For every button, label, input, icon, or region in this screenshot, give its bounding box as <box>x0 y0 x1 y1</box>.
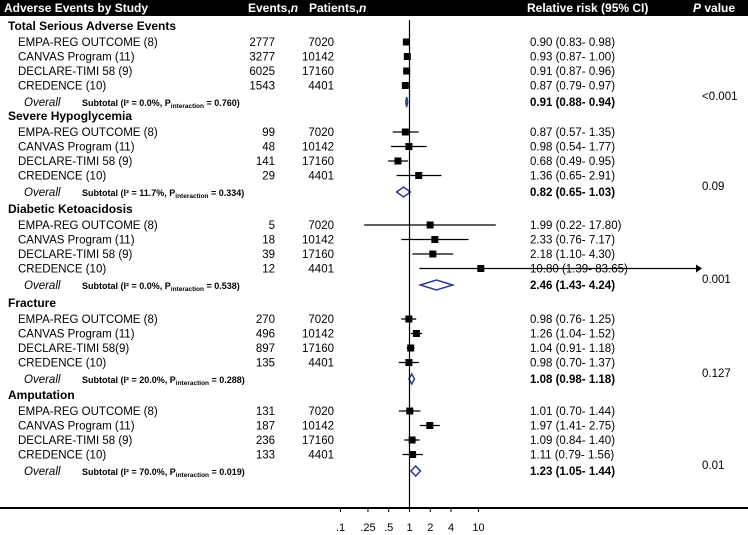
study-name: CANVAS Program (11) <box>18 328 135 341</box>
header-patients: Patients,n <box>309 1 367 15</box>
point-estimate <box>405 316 412 323</box>
rr-ci-text: 2.18 (1.10- 4.30) <box>530 249 616 261</box>
header-events: Events,n <box>248 1 299 15</box>
events-count: 1543 <box>249 80 275 93</box>
events-count: 141 <box>255 156 275 168</box>
study-name: DECLARE-TIMI 58 (9) <box>18 249 133 261</box>
events-count: 236 <box>255 435 275 447</box>
events-count: 897 <box>255 343 275 355</box>
rr-ci-text: 0.93 (0.87- 1.00) <box>530 51 616 64</box>
p-value: 0.127 <box>702 368 731 380</box>
rr-ci-text: 0.98 (0.70- 1.37) <box>530 357 616 370</box>
header-p-value: P value <box>693 1 736 15</box>
patients-count: 4401 <box>308 263 334 276</box>
study-name: CREDENCE (10) <box>18 449 107 462</box>
study-name: CANVAS Program (11) <box>18 141 135 154</box>
overall-diamond <box>406 97 408 107</box>
overall-rr-ci-text: 0.82 (0.65- 1.03) <box>530 187 616 199</box>
rr-ci-text: 0.87 (0.57- 1.35) <box>530 127 616 139</box>
study-name: DECLARE-TIMI 58(9) <box>18 343 130 355</box>
p-value: 0.01 <box>702 460 725 472</box>
patients-count: 4401 <box>308 449 334 462</box>
events-count: 187 <box>255 420 275 433</box>
events-count: 99 <box>262 127 275 139</box>
overall-label: Overall <box>24 280 61 292</box>
study-name: DECLARE-TIMI 58 (9) <box>18 435 133 447</box>
rr-ci-text: 2.33 (0.76- 7.17) <box>530 234 616 247</box>
rr-ci-text: 0.98 (0.54- 1.77) <box>530 141 616 154</box>
patients-count: 7020 <box>308 220 334 232</box>
patients-count: 10142 <box>302 141 334 154</box>
rr-ci-text: 1.97 (1.41- 2.75) <box>530 420 616 433</box>
patients-count: 10142 <box>302 420 334 433</box>
rr-ci-text: 1.11 (0.79- 1.56) <box>530 449 615 462</box>
point-estimate <box>405 143 412 150</box>
patients-count: 7020 <box>308 127 334 139</box>
rr-ci-text: 0.87 (0.79- 0.97) <box>530 80 616 93</box>
patients-count: 4401 <box>308 357 334 370</box>
patients-count: 10142 <box>302 234 334 247</box>
overall-label: Overall <box>24 187 61 199</box>
overall-diamond <box>420 280 453 290</box>
point-estimate <box>426 422 433 429</box>
rr-ci-text: 1.04 (0.91- 1.18) <box>530 343 616 355</box>
rr-ci-text: 0.68 (0.49- 0.95) <box>530 156 616 168</box>
rr-ci-text: 1.09 (0.84- 1.40) <box>530 435 616 447</box>
study-name: CANVAS Program (11) <box>18 234 135 247</box>
patients-count: 7020 <box>308 37 334 49</box>
events-count: 270 <box>255 314 275 326</box>
study-name: EMPA-REG OUTCOME (8) <box>18 314 158 326</box>
rr-ci-text: 1.01 (0.70- 1.44) <box>530 406 616 418</box>
p-value: 0.001 <box>702 274 731 286</box>
point-estimate <box>429 251 436 258</box>
point-estimate <box>403 39 410 46</box>
overall-rr-ci-text: 1.08 (0.98- 1.18) <box>530 374 616 386</box>
patients-count: 17160 <box>302 156 334 168</box>
ci-arrow <box>696 265 702 273</box>
point-estimate <box>409 451 416 458</box>
study-name: CANVAS Program (11) <box>18 420 135 433</box>
overall-rr-ci-text: 2.46 (1.43- 4.24) <box>530 280 616 292</box>
point-estimate <box>394 158 401 165</box>
rr-ci-text: 10.80 (1.39- 83.65) <box>530 263 628 276</box>
section-title: Total Serious Adverse Events <box>8 19 177 33</box>
events-count: 12 <box>262 263 275 276</box>
events-count: 496 <box>255 328 275 341</box>
point-estimate <box>402 82 409 89</box>
events-count: 18 <box>262 234 275 247</box>
point-estimate <box>477 265 484 272</box>
study-name: EMPA-REG OUTCOME (8) <box>18 37 158 49</box>
study-name: CREDENCE (10) <box>18 80 107 93</box>
subtotal-stats: Subtotal (I² = 0.0%, $P_{interaction} = 0.538$) <box>82 281 240 293</box>
events-count: 29 <box>262 170 275 183</box>
patients-count: 17160 <box>302 435 334 447</box>
section-title: Diabetic Ketoacidosis <box>8 202 133 216</box>
events-count: 6025 <box>249 66 275 78</box>
x-tick-label: .1 <box>335 522 346 534</box>
study-name: EMPA-REG OUTCOME (8) <box>18 127 158 139</box>
subtotal-stats: Subtotal (I² = 11.7%, $P_{interaction} = 0.334$) <box>82 188 245 200</box>
overall-rr-ci-text: 0.91 (0.88- 0.94) <box>530 97 616 109</box>
study-name: DECLARE-TIMI 58 (9) <box>18 156 133 168</box>
events-count: 135 <box>255 357 275 370</box>
events-count: 2777 <box>249 37 275 49</box>
patients-count: 17160 <box>302 66 334 78</box>
patients-count: 7020 <box>308 314 334 326</box>
point-estimate <box>415 172 422 179</box>
rows-layer <box>8 19 738 479</box>
events-count: 131 <box>255 406 275 418</box>
overall-diamond <box>411 466 420 476</box>
point-estimate <box>407 345 414 352</box>
section-title: Fracture <box>8 296 57 310</box>
rr-ci-text: 1.99 (0.22- 17.80) <box>530 220 622 232</box>
study-name: CREDENCE (10) <box>18 357 107 370</box>
p-value: <0.001 <box>702 91 738 103</box>
study-name: CREDENCE (10) <box>18 170 107 183</box>
section-title: Severe Hypoglycemia <box>8 109 133 123</box>
study-name: EMPA-REG OUTCOME (8) <box>18 220 158 232</box>
patients-count: 10142 <box>302 328 334 341</box>
rr-ci-text: 1.26 (1.04- 1.52) <box>530 328 616 341</box>
events-count: 48 <box>262 141 275 154</box>
section-title: Amputation <box>8 388 75 402</box>
x-tick-label: 10 <box>472 522 485 534</box>
x-tick-label: .25 <box>360 522 376 534</box>
p-value: 0.09 <box>702 181 725 193</box>
patients-count: 7020 <box>308 406 334 418</box>
x-tick-label: 1 <box>406 522 413 534</box>
overall-label: Overall <box>24 374 61 386</box>
x-tick-label: .5 <box>384 522 394 534</box>
rr-ci-text: 0.98 (0.76- 1.25) <box>530 314 616 326</box>
subtotal-stats: Subtotal (I² = 70.0%, $P_{interaction} = 0.019$) <box>82 467 245 479</box>
point-estimate <box>402 129 409 136</box>
rr-ci-text: 0.90 (0.83- 0.98) <box>530 37 616 49</box>
point-estimate <box>431 236 438 243</box>
x-tick-label: 2 <box>427 522 434 534</box>
point-estimate <box>427 222 434 229</box>
patients-count: 10142 <box>302 51 334 64</box>
events-count: 3277 <box>249 51 275 64</box>
study-name: CREDENCE (10) <box>18 263 107 276</box>
subtotal-stats: Subtotal (I² = 0.0%, $P_{interaction} = 0.760$) <box>82 98 240 110</box>
subtotal-stats: Subtotal (I² = 20.0%, $P_{interaction} = 0.288$) <box>82 375 245 387</box>
events-count: 5 <box>268 220 275 232</box>
patients-count: 17160 <box>302 343 334 355</box>
events-count: 39 <box>262 249 275 261</box>
patients-count: 4401 <box>308 80 334 93</box>
header-study: Adverse Events by Study <box>4 1 149 15</box>
point-estimate <box>405 359 412 366</box>
study-name: CANVAS Program (11) <box>18 51 135 64</box>
patients-count: 17160 <box>302 249 334 261</box>
header-relative-risk: Relative risk (95% CI) <box>527 1 649 15</box>
overall-diamond <box>397 187 411 197</box>
rr-ci-text: 0.91 (0.87- 0.96) <box>530 66 616 78</box>
events-count: 133 <box>255 449 275 462</box>
x-tick-label: 4 <box>447 522 455 534</box>
overall-rr-ci-text: 1.23 (1.05- 1.44) <box>530 466 616 478</box>
overall-label: Overall <box>24 466 61 478</box>
study-name: EMPA-REG OUTCOME (8) <box>18 406 158 418</box>
study-name: DECLARE-TIMI 58 (9) <box>18 66 133 78</box>
overall-label: Overall <box>24 97 61 109</box>
x-axis-ticks <box>336 508 485 534</box>
point-estimate <box>413 330 420 337</box>
patients-count: 4401 <box>308 170 334 183</box>
rr-ci-text: 1.36 (0.65- 2.91) <box>530 170 616 183</box>
